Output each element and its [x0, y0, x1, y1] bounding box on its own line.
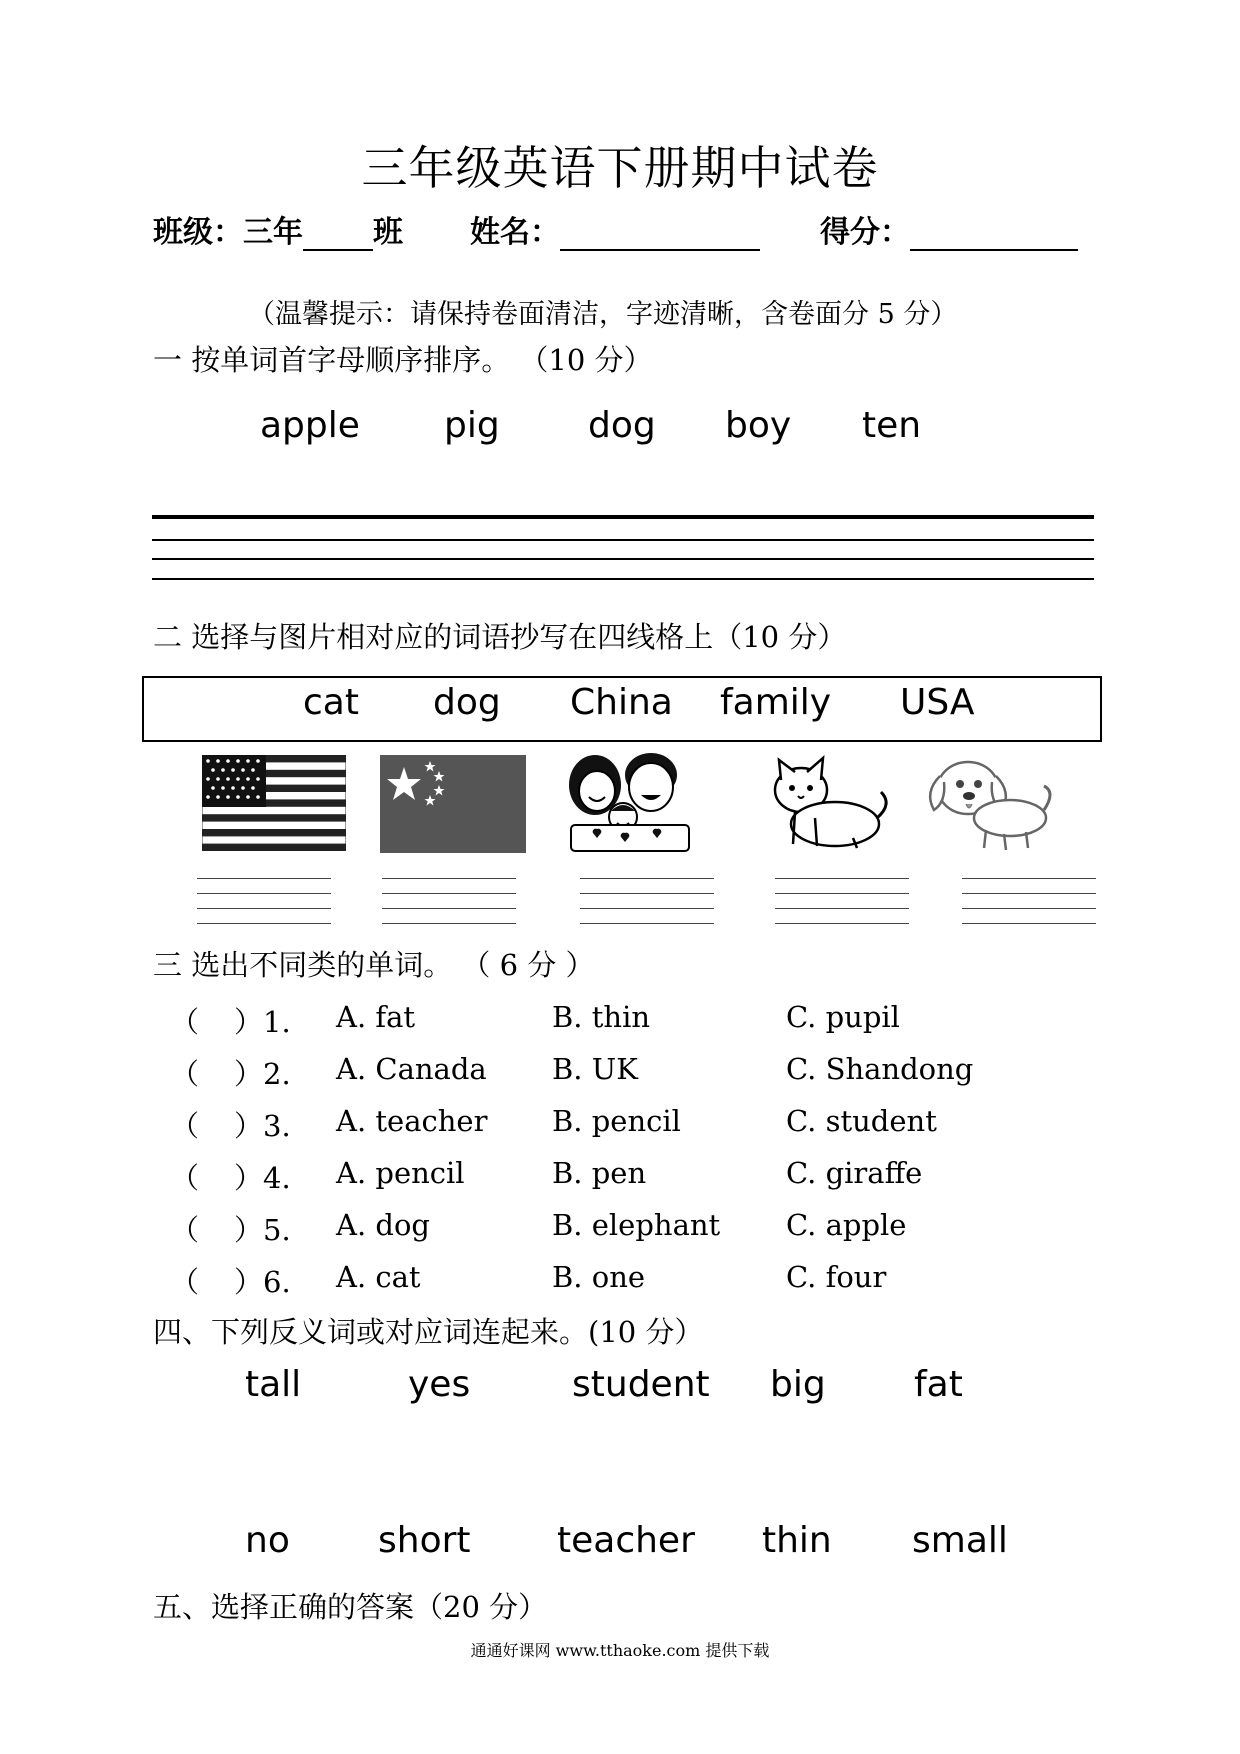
- option-b: B. UK: [552, 1052, 638, 1086]
- name-blank: [560, 249, 760, 251]
- question-number: ）2.: [234, 1057, 291, 1091]
- option-c: C. student: [786, 1104, 937, 1138]
- sort-word: apple: [260, 405, 360, 446]
- question-number: ）6.: [234, 1265, 291, 1299]
- four-line-grid: [382, 878, 516, 924]
- option-b: B. pencil: [552, 1104, 681, 1138]
- score-label: 得分：: [820, 215, 910, 250]
- answer-paren: （: [170, 1265, 200, 1299]
- tip-text: （温馨提示：请保持卷面清洁，字迹清晰，含卷面分 5 分）: [248, 299, 958, 330]
- writing-line: [152, 558, 1094, 560]
- section5-heading: 五、选择正确的答案（20 分）: [153, 1590, 548, 1624]
- option-a: A. fat: [336, 1000, 416, 1034]
- four-line-grid: [580, 878, 714, 924]
- option-c: C. giraffe: [786, 1156, 923, 1190]
- class-blank: [303, 249, 373, 251]
- family-icon: [555, 745, 705, 857]
- answer-paren: （: [170, 1213, 200, 1247]
- four-line-grid: [197, 878, 331, 924]
- option-b: B. one: [552, 1260, 646, 1294]
- match-word-bottom: short: [378, 1520, 471, 1561]
- option-c: C. Shandong: [786, 1052, 974, 1086]
- china-flag-icon: [380, 755, 526, 853]
- option-c: C. four: [786, 1260, 887, 1294]
- section3-heading: 三 选出不同类的单词。 （ 6 分 ）: [153, 948, 595, 982]
- answer-paren: （: [170, 1005, 200, 1039]
- option-a: A. teacher: [336, 1104, 488, 1138]
- word-bank-item: USA: [900, 682, 975, 723]
- cat-icon: [765, 752, 895, 852]
- match-word-top: fat: [914, 1364, 963, 1405]
- class-suffix: 班: [373, 215, 403, 250]
- sort-word: boy: [725, 405, 792, 446]
- four-line-grid: [962, 878, 1096, 924]
- option-a: A. dog: [336, 1208, 430, 1242]
- class-label: 班级：三年: [153, 215, 303, 250]
- sort-word: pig: [444, 405, 500, 446]
- answer-paren: （: [170, 1109, 200, 1143]
- name-field: [470, 207, 760, 251]
- usa-flag-icon: [202, 755, 346, 851]
- option-b: B. pen: [552, 1156, 647, 1190]
- option-a: A. cat: [336, 1260, 421, 1294]
- page-title: 三年级英语下册期中试卷: [361, 141, 879, 195]
- score-field: [820, 207, 1078, 251]
- option-c: C. apple: [786, 1208, 907, 1242]
- word-bank-item: cat: [303, 682, 359, 723]
- option-c: C. pupil: [786, 1000, 900, 1034]
- class-field: [153, 207, 403, 251]
- match-word-bottom: small: [912, 1520, 1008, 1561]
- writing-line: [152, 515, 1094, 519]
- writing-line: [152, 578, 1094, 580]
- word-bank-item: family: [720, 682, 832, 723]
- question-number: ）3.: [234, 1109, 291, 1143]
- question-number: ）1.: [234, 1005, 291, 1039]
- option-a: A. pencil: [336, 1156, 465, 1190]
- dog-icon: [920, 752, 1060, 852]
- answer-paren: （: [170, 1161, 200, 1195]
- option-b: B. thin: [552, 1000, 651, 1034]
- option-b: B. elephant: [552, 1208, 721, 1242]
- word-bank-item: China: [570, 682, 673, 723]
- writing-line: [152, 539, 1094, 541]
- match-word-bottom: thin: [762, 1520, 832, 1561]
- match-word-top: yes: [408, 1364, 471, 1405]
- match-word-top: student: [572, 1364, 710, 1405]
- section2-heading: 二 选择与图片相对应的词语抄写在四线格上（10 分）: [153, 620, 847, 654]
- answer-paren: （: [170, 1057, 200, 1091]
- match-word-bottom: teacher: [557, 1520, 695, 1561]
- option-a: A. Canada: [336, 1052, 487, 1086]
- match-word-top: tall: [245, 1364, 302, 1405]
- sort-word: dog: [588, 405, 656, 446]
- footer-text: 通通好课网 www.tthaoke.com 提供下载: [470, 1641, 770, 1660]
- section4-heading: 四、下列反义词或对应词连起来。(10 分）: [153, 1315, 704, 1349]
- name-label: 姓名：: [470, 215, 560, 250]
- question-number: ）5.: [234, 1213, 291, 1247]
- section1-heading: 一 按单词首字母顺序排序。 （10 分）: [153, 343, 653, 377]
- word-bank-item: dog: [433, 682, 501, 723]
- sort-word: ten: [862, 405, 922, 446]
- four-line-grid: [775, 878, 909, 924]
- match-word-top: big: [770, 1364, 826, 1405]
- score-blank: [910, 249, 1078, 251]
- match-word-bottom: no: [245, 1520, 290, 1561]
- question-number: ）4.: [234, 1161, 291, 1195]
